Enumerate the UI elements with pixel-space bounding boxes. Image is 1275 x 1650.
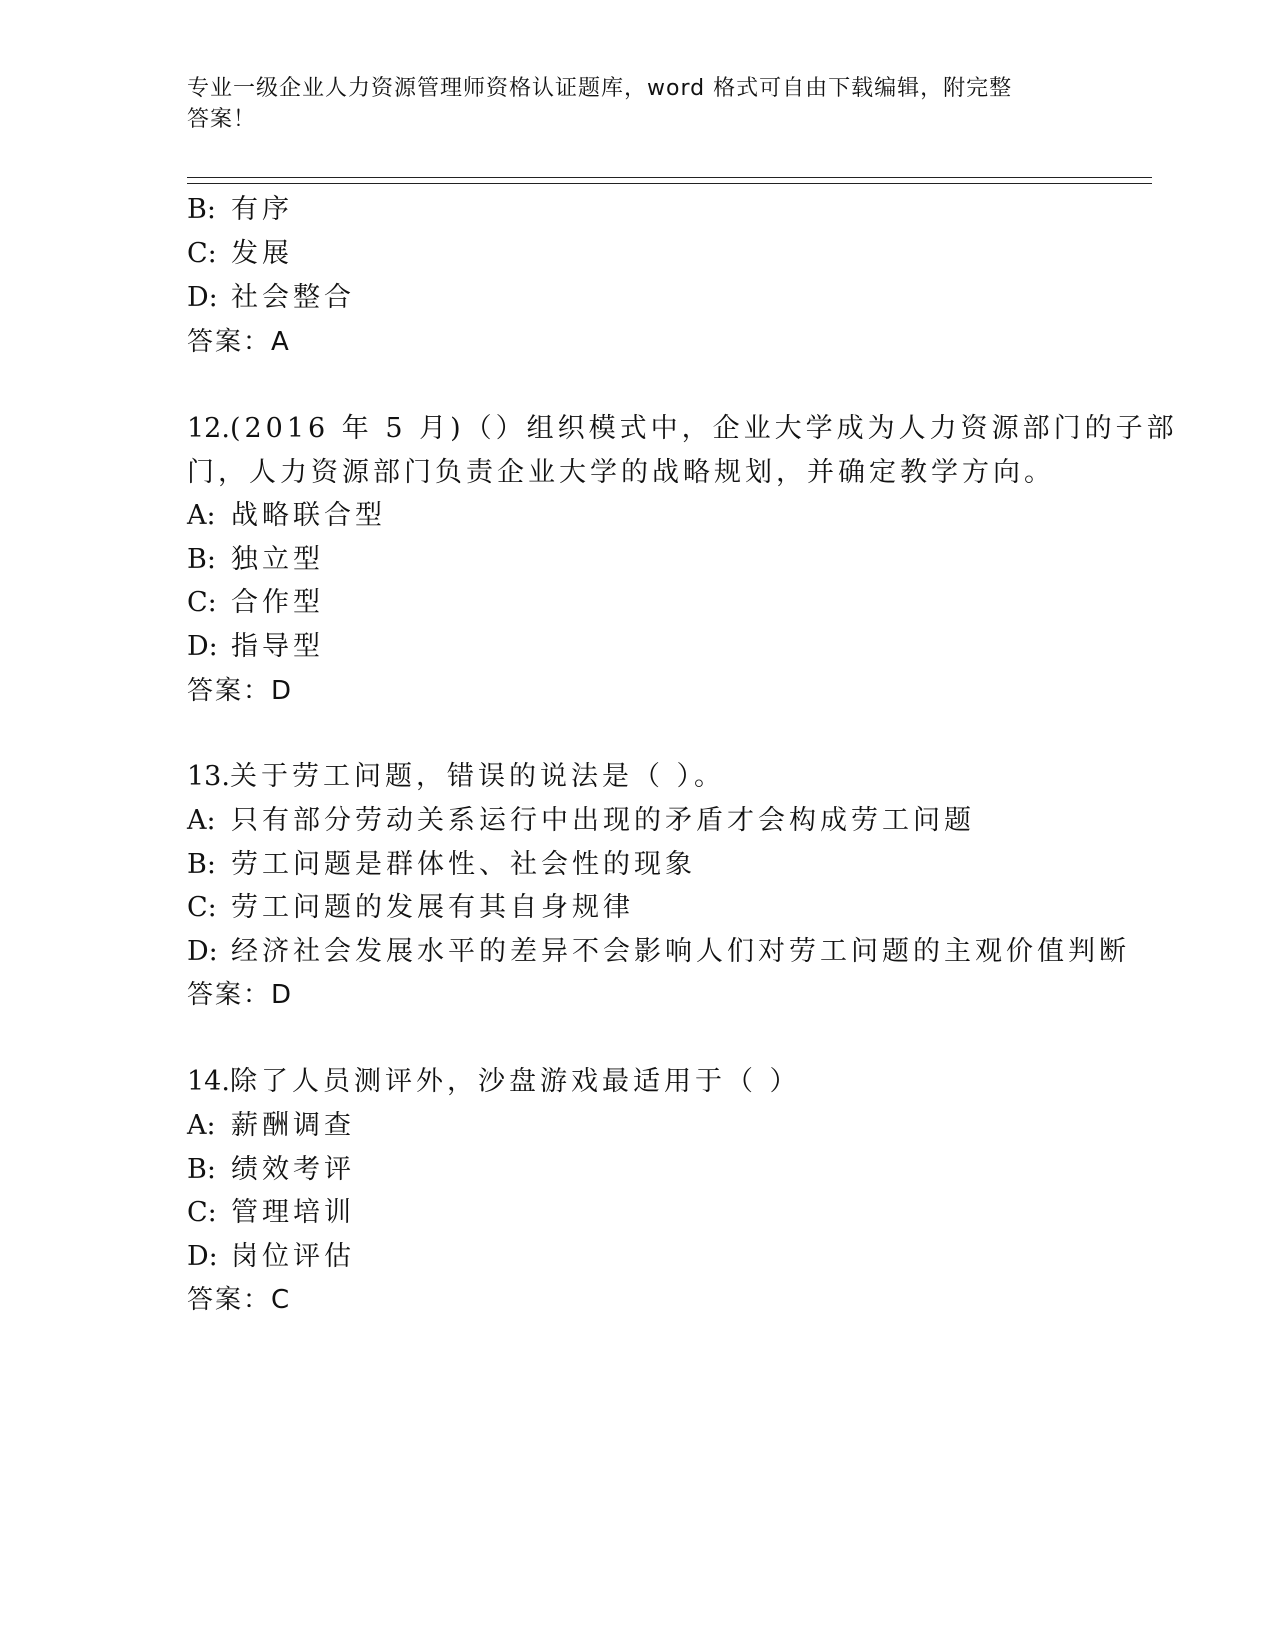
option-text: 薪酬调查 bbox=[231, 1110, 355, 1141]
option-text: 合作型 bbox=[231, 587, 324, 618]
question-stem-line bbox=[187, 1065, 801, 1099]
option-text: 只有部分劳动关系运行中出现的矛盾才会构成劳工问题 bbox=[231, 805, 975, 836]
question-number: 14. bbox=[187, 1066, 230, 1097]
question-number: 12. bbox=[187, 413, 230, 444]
option-row bbox=[187, 848, 696, 882]
option-letter: D: bbox=[187, 936, 218, 967]
option-row bbox=[187, 193, 293, 227]
option-text: 管理培训 bbox=[231, 1197, 355, 1228]
option-row bbox=[187, 891, 634, 925]
option-letter: D: bbox=[187, 631, 218, 662]
option-text: 发展 bbox=[231, 238, 293, 269]
option-text: 指导型 bbox=[231, 631, 324, 662]
header-line-1: 专业一级企业人力资源管理师资格认证题库，word 格式可自由下载编辑，附完整 bbox=[187, 76, 1013, 101]
option-row bbox=[187, 499, 386, 533]
option-text: 岗位评估 bbox=[231, 1241, 355, 1272]
header-divider-bottom bbox=[187, 183, 1152, 184]
option-text: 有序 bbox=[231, 194, 293, 225]
option-row bbox=[187, 1153, 355, 1187]
question-stem-line bbox=[187, 760, 725, 794]
question-text: 门，人力资源部门负责企业大学的战略规划，并确定教学方向。 bbox=[187, 457, 1055, 488]
option-letter: D: bbox=[187, 1241, 218, 1272]
option-letter: C: bbox=[187, 1197, 217, 1228]
option-row bbox=[187, 1109, 355, 1143]
option-letter: A: bbox=[187, 805, 216, 836]
answer-line: 答案：D bbox=[187, 676, 294, 706]
question-stem-line bbox=[187, 456, 1055, 490]
option-letter: C: bbox=[187, 587, 217, 618]
option-row bbox=[187, 1240, 355, 1274]
option-text: 经济社会发展水平的差异不会影响人们对劳工问题的主观价值判断 bbox=[231, 936, 1130, 967]
answer-line: 答案：A bbox=[187, 327, 291, 357]
question-text: (2016 年 5 月)（）组织模式中，企业大学成为人力资源部门的子部 bbox=[229, 413, 1178, 444]
question-number: 13. bbox=[187, 761, 230, 792]
option-letter: A: bbox=[187, 500, 216, 531]
question-stem-line bbox=[187, 412, 1178, 446]
option-text: 劳工问题是群体性、社会性的现象 bbox=[231, 849, 696, 880]
header-line-2: 答案！ bbox=[187, 107, 257, 132]
option-letter: B: bbox=[187, 544, 216, 575]
option-letter: B: bbox=[187, 849, 216, 880]
option-letter: C: bbox=[187, 892, 217, 923]
answer-line: 答案：C bbox=[187, 1285, 292, 1315]
option-letter: C: bbox=[187, 238, 217, 269]
option-row bbox=[187, 281, 355, 315]
option-text: 独立型 bbox=[231, 544, 324, 575]
option-letter: B: bbox=[187, 1154, 216, 1185]
document-header bbox=[187, 73, 1067, 135]
question-text: 除了人员测评外，沙盘游戏最适用于（ ） bbox=[229, 1066, 801, 1097]
option-row bbox=[187, 935, 1130, 969]
option-letter: D: bbox=[187, 282, 218, 313]
option-row bbox=[187, 804, 975, 838]
option-letter: B: bbox=[187, 194, 216, 225]
option-row bbox=[187, 1196, 355, 1230]
header-divider-top bbox=[187, 177, 1152, 178]
option-text: 社会整合 bbox=[231, 282, 355, 313]
option-row bbox=[187, 543, 324, 577]
option-text: 绩效考评 bbox=[231, 1154, 355, 1185]
option-text: 战略联合型 bbox=[231, 500, 386, 531]
answer-line: 答案：D bbox=[187, 980, 294, 1010]
option-row bbox=[187, 630, 324, 664]
option-letter: A: bbox=[187, 1110, 216, 1141]
option-text: 劳工问题的发展有其自身规律 bbox=[231, 892, 634, 923]
option-row bbox=[187, 586, 324, 620]
question-text: 关于劳工问题，错误的说法是（ ）。 bbox=[229, 761, 726, 792]
option-row bbox=[187, 237, 293, 271]
